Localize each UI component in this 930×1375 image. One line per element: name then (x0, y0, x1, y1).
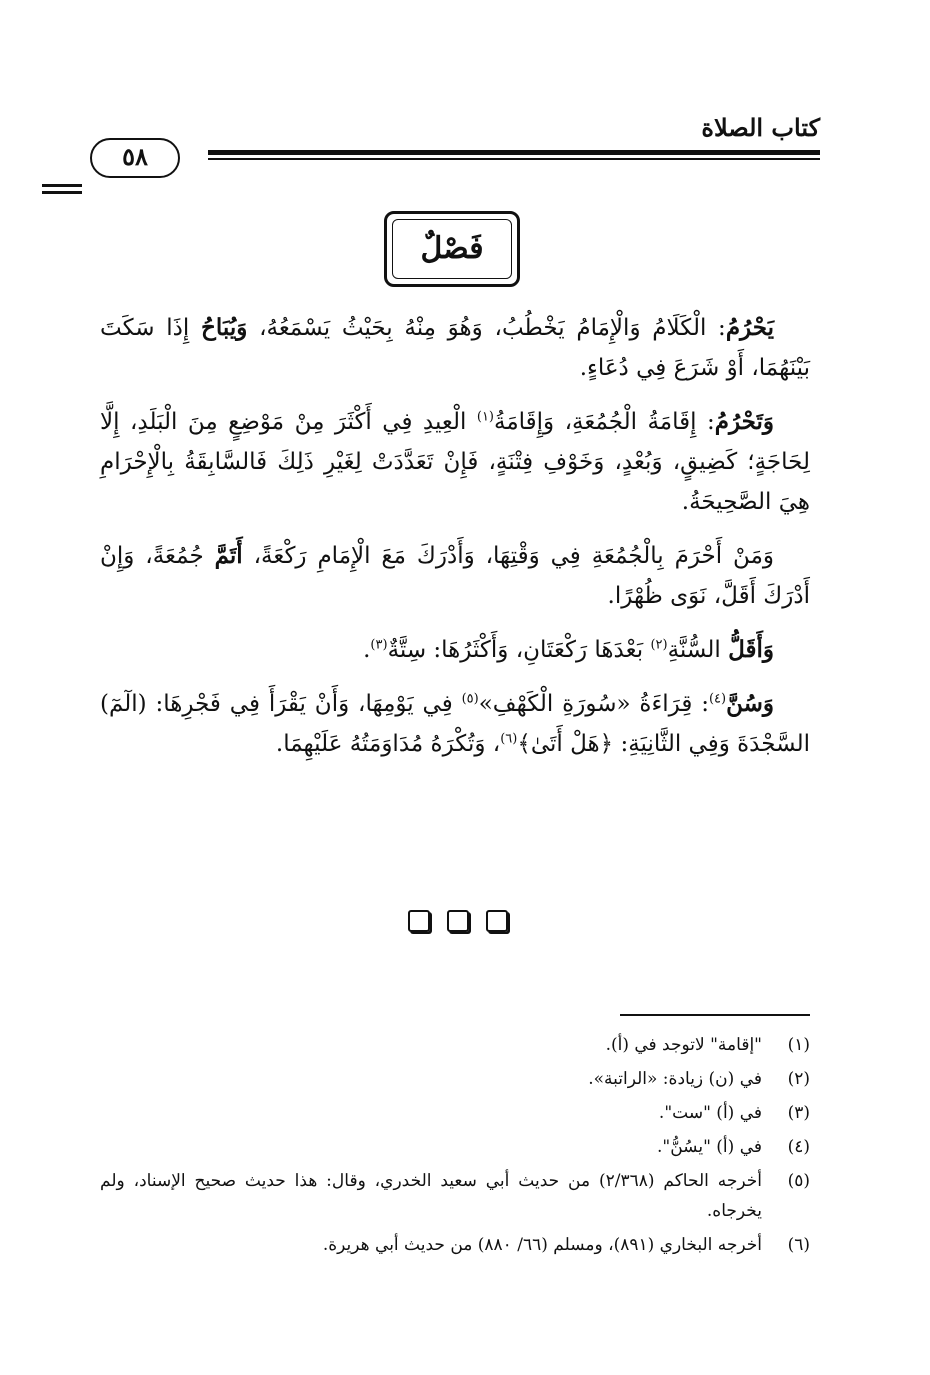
keyword: وَسُنَّ (726, 690, 774, 717)
paragraph-text: إِذَا سَكَتَ بَيْنَهُمَا، أَوْ شَرَعَ فِي دُعَاءٍ. (100, 315, 810, 381)
paragraph-text: . (363, 637, 371, 663)
footnote-number: (٤) (787, 1137, 810, 1157)
paragraph-text: جُمُعَةً، وَإِنْ أَدْرَكَ أَقَلَّ، نَوَى ظُهْرًا. (100, 543, 810, 609)
footnote (100, 1098, 810, 1128)
keyword: أَتَمَّ (214, 542, 243, 569)
footnote-text: أخرجه الحاكم (٢/٣٦٨) من حديث أبي سعيد الخدري، وقال: هذا حديث صحيح الإسناد، ولم يخرجاه. (100, 1171, 762, 1221)
footnote-number: (٦) (787, 1235, 810, 1255)
keyword: يَحْرُمُ (725, 314, 774, 341)
page-header (80, 108, 820, 188)
main-text (100, 308, 810, 778)
footnote (100, 1166, 810, 1226)
header-rule-thin (208, 158, 820, 160)
footnote-marker[interactable]: (٢) (650, 637, 668, 653)
footnote-marker[interactable]: (٤) (708, 691, 727, 707)
paragraph-text: : قِرَاءَةُ «سُورَةِ الْكَهْفِ» (478, 691, 709, 717)
keyword: وَيُبَاحُ (201, 314, 248, 341)
header-rule-thick (208, 150, 820, 155)
paragraph-text: الْعِيدِ فِي أَكْثَرَ مِنْ مَوْضِعٍ مِنَ الْبَلَدِ، إِلَّا لِحَاجَةٍ؛ كَضِيقٍ، وَبُعْدٍ، وَخَوْفِ فِتْنَةٍ، فَإِنْ تَعَدَّدَتْ لِغَيْرِ ذَلِكَ فَالسَّابِقَةُ بِالْإِحْرَامِ هِيَ الصَّحِيحَةُ. (100, 409, 810, 515)
paragraph (100, 308, 810, 388)
footnote-number: (٣) (787, 1103, 810, 1123)
header-dash (42, 191, 82, 194)
paragraph (100, 536, 810, 616)
paragraph (100, 684, 810, 764)
section-heading-frame (384, 211, 520, 287)
square-ornament-icon (447, 910, 469, 932)
footnote-divider (620, 1014, 810, 1016)
footnotes (100, 1030, 810, 1264)
header-dash (42, 184, 82, 187)
square-ornament-icon (408, 910, 430, 932)
paragraph (100, 630, 810, 670)
footnote (100, 1132, 810, 1162)
footnote-marker[interactable]: (١) (476, 409, 494, 425)
footnote (100, 1030, 810, 1060)
footnote (100, 1064, 810, 1094)
footnote-number: (٢) (787, 1069, 810, 1089)
footnote-text: أخرجه البخاري (٨٩١)، ومسلم (٦٦/ ٨٨٠) من حديث أبي هريرة. (322, 1235, 762, 1255)
footnote-number: (١) (787, 1035, 810, 1055)
book-title: كتاب الصلاة (701, 113, 820, 142)
keyword: وَأَقَلُّ (728, 636, 774, 663)
paragraph-text: السُّنَّةِ (667, 637, 729, 663)
section-title: فَصْلٌ (420, 231, 484, 266)
footnote-text: في (أ) "يسُنُّ". (657, 1137, 762, 1157)
footnote-text: في (ن) زيادة: «الراتبة». (588, 1069, 762, 1089)
square-ornament-icon (486, 910, 508, 932)
section-heading (392, 219, 512, 279)
footnote (100, 1230, 810, 1260)
footnote-marker[interactable]: (٣) (370, 637, 388, 653)
paragraph-text: وَمَنْ أَحْرَمَ بِالْجُمُعَةِ فِي وَقْتِهَا، وَأَدْرَكَ مَعَ الْإِمَامِ رَكْعَةً، (242, 543, 774, 569)
footnote-number: (٥) (787, 1171, 810, 1191)
footnote-text: "إقامة" لاتوجد في (أ). (605, 1035, 762, 1055)
footnote-text: في (أ) "ست". (658, 1103, 762, 1123)
paragraph-text: فِي يَوْمِهَا، وَأَنْ يَقْرَأَ فِي فَجْرِهَا: (الٓمٓ) السَّجْدَةَ وَفِي الثَّانِيَةِ: ﴿هَلْ أَتَىٰ﴾ (100, 691, 810, 757)
paragraph-text: ، وَتُكْرَهُ مُدَاوَمَتُهُ عَلَيْهِمَا. (275, 731, 501, 757)
paragraph-text: : الْكَلَامُ وَالْإِمَامُ يَخْطُبُ، وَهُوَ مِنْهُ بِحَيْثُ يَسْمَعُهُ، (247, 315, 726, 341)
keyword: وَتَحْرُمُ (714, 408, 774, 435)
section-separator (408, 910, 508, 938)
paragraph (100, 402, 810, 522)
page-number (90, 138, 180, 178)
paragraph-text: : إِقَامَةُ الْجُمُعَةِ، وَإِقَامَةُ (494, 409, 715, 435)
footnote-marker[interactable]: (٥) (461, 691, 479, 707)
page-number-text: ٥٨ (122, 142, 148, 171)
footnote-marker[interactable]: (٦) (500, 731, 518, 747)
paragraph-text: بَعْدَهَا رَكْعَتَانِ، وَأَكْثَرُهَا: سِتَّةٌ (387, 637, 651, 663)
